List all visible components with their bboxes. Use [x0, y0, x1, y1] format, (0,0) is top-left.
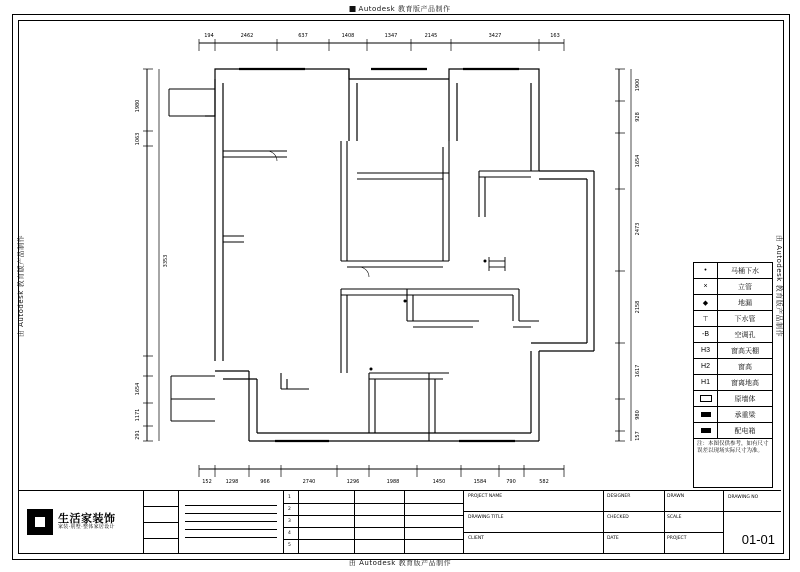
- legend-label: 立管: [738, 282, 752, 291]
- watermark-bottom-text: 由 Autodesk 教育版产品制作: [348, 559, 452, 567]
- svg-text:1584: 1584: [473, 479, 487, 485]
- svg-text:582: 582: [539, 479, 549, 485]
- autodesk-logo-icon: [350, 6, 356, 12]
- legend-row: [694, 359, 772, 375]
- legend-row: [694, 423, 772, 439]
- date-label: DATE: [607, 536, 619, 541]
- h2-icon: H2: [694, 359, 718, 374]
- revision-table: 1 2 3 4 5: [284, 491, 464, 553]
- svg-text:1654: 1654: [635, 154, 641, 168]
- svg-text:2158: 2158: [635, 300, 641, 314]
- legend-note: 注：本图仅供参考，如有尺寸误差以现场实际尺寸为准。: [697, 441, 769, 454]
- svg-text:3427: 3427: [488, 33, 502, 39]
- svg-text:1408: 1408: [341, 33, 355, 39]
- sheet-number-cell: [724, 491, 781, 553]
- floor-drain-icon: ◆: [694, 295, 718, 310]
- load-bearing-beam-icon: [694, 407, 718, 422]
- watermark-top-text: Autodesk 教育版产品制作: [358, 5, 451, 13]
- watermark-left-text: 由 Autodesk 教育版产品制作: [17, 234, 26, 338]
- legend-label: 窗离地高: [731, 378, 759, 387]
- svg-text:291: 291: [135, 430, 141, 440]
- legend-row: [694, 407, 772, 423]
- svg-text:1450: 1450: [432, 479, 446, 485]
- svg-text:1988: 1988: [386, 479, 400, 485]
- svg-text:928: 928: [635, 112, 641, 122]
- legend-label: 原墙体: [734, 394, 756, 403]
- legend-row: [694, 263, 772, 279]
- legend-label: 窗高: [738, 362, 752, 371]
- svg-text:1900: 1900: [635, 78, 641, 92]
- legend-row: [694, 327, 772, 343]
- drain-pipe-icon: ⊤: [694, 311, 718, 326]
- svg-text:1347: 1347: [384, 33, 398, 39]
- legend-row: [694, 391, 772, 407]
- svg-text:1063: 1063: [135, 132, 141, 146]
- legend-row: [694, 343, 772, 359]
- svg-text:637: 637: [298, 33, 308, 39]
- floor-plan-svg: [19, 21, 781, 489]
- legend-label: 下水管: [734, 314, 756, 323]
- company-tagline: 家装·别墅·整体家居设计: [58, 524, 115, 531]
- svg-text:194: 194: [204, 33, 214, 39]
- legend-row: [694, 311, 772, 327]
- h3-icon: H3: [694, 343, 718, 358]
- drawing-no-label: DRAWING NO: [728, 495, 759, 500]
- client-label: CLIENT: [468, 536, 484, 541]
- title-block-col-3: [179, 491, 284, 553]
- toilet-drain-icon: •: [694, 263, 718, 278]
- designer-info: [604, 491, 724, 553]
- svg-text:1296: 1296: [346, 479, 360, 485]
- svg-text:1980: 1980: [135, 99, 141, 113]
- logo-mark-icon: [27, 509, 53, 535]
- legend-row: [694, 375, 772, 391]
- company-name: 生活家装饰: [58, 512, 116, 526]
- svg-text:152: 152: [202, 479, 212, 485]
- scale-label: SCALE: [667, 515, 682, 520]
- svg-text:1298: 1298: [225, 479, 239, 485]
- legend-label: 承重梁: [734, 410, 756, 419]
- svg-text:1654: 1654: [135, 382, 141, 396]
- svg-text:966: 966: [260, 479, 270, 485]
- sheet-number: 01-01: [741, 532, 775, 547]
- ac-hole-icon: -B: [694, 327, 718, 342]
- drawn-label: DRAWN: [667, 494, 685, 499]
- h1-icon: H1: [694, 375, 718, 390]
- legend-label: 地漏: [738, 298, 752, 307]
- svg-text:157: 157: [635, 431, 641, 441]
- title-block-col-2: [144, 491, 179, 553]
- svg-text:2462: 2462: [240, 33, 254, 39]
- drawing-title-label: DRAWING TITLE: [468, 515, 504, 520]
- legend-label: 配电箱: [734, 426, 756, 435]
- checked-label: CHECKED: [607, 515, 629, 520]
- watermark-top: [350, 4, 451, 14]
- riser-pipe-icon: ×: [694, 279, 718, 294]
- project-name-label: PROJECT NAME: [468, 494, 503, 499]
- distribution-box-icon: [694, 423, 718, 438]
- project-label: PROJECT: [667, 536, 687, 541]
- company-logo: [19, 491, 144, 553]
- svg-text:2145: 2145: [424, 33, 438, 39]
- existing-wall-icon: [694, 391, 718, 406]
- watermark-right-text: 由 Autodesk 教育版产品制作: [774, 234, 783, 338]
- svg-text:1171: 1171: [135, 408, 141, 422]
- project-info: [464, 491, 604, 553]
- floor-plan-drawing: [19, 21, 781, 489]
- legend-row: [694, 279, 772, 295]
- svg-text:2473: 2473: [635, 222, 641, 236]
- designer-label: DESIGNER: [607, 494, 631, 499]
- svg-text:2740: 2740: [302, 479, 316, 485]
- legend-label: 马桶下水: [731, 266, 759, 275]
- legend-label: 空调孔: [734, 330, 756, 339]
- svg-text:1617: 1617: [635, 364, 641, 378]
- legend-label: 窗高天棚: [731, 346, 759, 355]
- legend-row: [694, 295, 772, 311]
- svg-text:790: 790: [506, 479, 516, 485]
- svg-text:3353: 3353: [163, 254, 169, 268]
- svg-text:980: 980: [635, 410, 641, 420]
- title-block: [19, 490, 781, 553]
- legend-panel: [693, 262, 773, 488]
- svg-text:163: 163: [550, 33, 560, 39]
